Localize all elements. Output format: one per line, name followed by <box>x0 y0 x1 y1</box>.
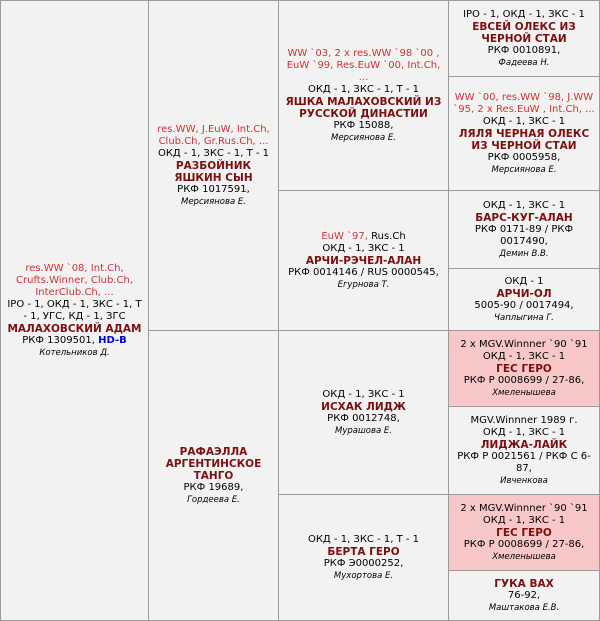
dog-registration: РКФ 0014146 / RUS 0000545, <box>288 266 439 278</box>
dog-sss <box>448 0 600 77</box>
dog-name: АРЧИ-ОЛ <box>496 287 552 300</box>
dog-ddd <box>448 570 600 621</box>
dog-tests: ОКД - 1, ЗКС - 1, Т - 1 <box>307 533 420 545</box>
dog-name: ГЕС ГЕРО <box>496 362 552 375</box>
registration-number: РКФ 1309501, <box>22 334 95 346</box>
dog-breeder: Хмеленышева <box>492 551 556 562</box>
dog-breeder: Демин В.В. <box>499 248 549 259</box>
dog-tests: ОКД - 1, ЗКС - 1, Т - 1 <box>307 83 420 95</box>
dog-name: ЛЯЛЯ ЧЕРНАЯ ОЛЕКС ИЗ ЧЕРНОЙ СТАИ <box>458 127 590 152</box>
dog-breeder: Котельников Д. <box>39 347 110 358</box>
dog-tests: ОКД - 1, ЗКС - 1 <box>322 242 405 254</box>
dog-name: АРЧИ-РЭЧЕЛ-АЛАН <box>305 254 422 267</box>
dog-name: МАЛАХОВСКИЙ АДАМ <box>7 322 142 335</box>
dog-titles: WW `00, res.WW `98, J.WW `95, 2 x Res.EuW , Int.Ch, ... <box>453 91 595 115</box>
dog-breeder: Мерсиянова Е. <box>180 196 247 207</box>
dog-name: ГУКА ВАХ <box>494 577 554 590</box>
dog-breeder: Чаплыгина Г. <box>494 312 554 323</box>
dog-registration: РКФ Э0000252, <box>323 557 404 569</box>
dog-breeder: Ивченкова <box>500 475 548 486</box>
dog-name: БЕРТА ГЕРО <box>327 545 400 558</box>
dog-registration: РКФ 0012748, <box>327 412 400 424</box>
dog-titles <box>321 231 405 243</box>
dog-breeder: Мерсиянова Е. <box>330 132 397 143</box>
dog-breeder: Егурнова Т. <box>337 279 390 290</box>
dog-breeder: Хмеленышева <box>492 387 556 398</box>
dog-breeder: Мерсиянова Е. <box>491 164 557 175</box>
dog-titles: res.WW, J.EuW, Int.Ch, Club.Ch, Gr.Rus.Ch, ... <box>157 123 270 147</box>
dog-sire <box>148 0 279 331</box>
dog-tests: IPO - 1, ОКД - 1, ЗКС - 1, Т - 1, УГС, КД - 1, ЗГС <box>7 298 142 322</box>
dog-dds <box>448 494 600 571</box>
dog-name: ЯШКА МАЛАХОВСКИЙ ИЗ РУССКОЙ ДИНАСТИИ <box>285 95 442 120</box>
dog-sds <box>448 190 600 269</box>
dog-dam-sire <box>278 330 449 495</box>
dog-name: ГЕС ГЕРО <box>496 526 552 539</box>
dog-main <box>0 0 149 621</box>
dog-registration <box>22 335 126 347</box>
dog-tests: ОКД - 1 <box>504 275 544 287</box>
dog-dsd <box>448 406 600 495</box>
dog-sire-dam <box>278 190 449 331</box>
dog-name: РАЗБОЙНИК ЯШКИН СЫН <box>174 159 253 184</box>
dog-registration: РКФ Р 0008699 / 27-86, <box>463 538 585 550</box>
dog-titles: WW `03, 2 x res.WW `98 `00 , EuW `99, Res.EuW `00, Int.Ch, ... <box>286 47 441 83</box>
dog-tests: ОКД - 1, ЗКС - 1 <box>482 426 566 438</box>
hd-status: HD-B <box>98 334 127 346</box>
dog-tests: ОКД - 1, ЗКС - 1, Т - 1 <box>157 147 270 159</box>
dog-registration: РКФ 0010891, <box>487 44 561 56</box>
dog-registration: РКФ Р 0008699 / 27-86, <box>463 374 585 386</box>
dog-breeder: Фадеева Н. <box>498 57 550 68</box>
dog-titles: 2 x MGV.Winnner `90 `91 <box>460 502 588 514</box>
dog-breeder: Мурашова Е. <box>335 425 392 436</box>
dog-breeder: Мухортова Е. <box>333 570 394 581</box>
dog-breeder: Маштакова Е.В. <box>488 602 560 613</box>
dog-breeder: Гордеева Е. <box>187 494 240 505</box>
dog-registration: 76-92, <box>507 589 541 601</box>
dog-name: ЛИДЖА-ЛАЙК <box>480 438 568 451</box>
dog-name: РАФАЭЛЛА АРГЕНТИНСКОЕ ТАНГО <box>165 445 262 482</box>
dog-registration: РКФ 15088, <box>333 119 394 131</box>
dog-tests: ОКД - 1, ЗКС - 1 <box>482 514 566 526</box>
dog-dam <box>148 330 279 621</box>
dog-sire-sire <box>278 0 449 191</box>
dog-titles: MGV.Winnner 1989 г. <box>470 414 578 426</box>
title-black: Rus.Ch <box>371 230 406 242</box>
dog-sdd <box>448 268 600 331</box>
dog-registration: РКФ 0005958, <box>487 151 561 163</box>
dog-dss <box>448 330 600 407</box>
dog-tests: ОКД - 1, ЗКС - 1 <box>482 199 566 211</box>
dog-titles: 2 x MGV.Winnner `90 `91 <box>460 338 588 350</box>
dog-registration: РКФ 19689, <box>183 481 244 493</box>
dog-name: БАРС-КУГ-АЛАН <box>475 211 573 224</box>
title-red: EuW `97, <box>321 230 368 242</box>
dog-registration: РКФ 1017591, <box>177 183 250 195</box>
dog-titles: res.WW `08, Int.Ch, Crufts.Winner, Club.Ch, InterClub.Ch, ... <box>16 262 133 298</box>
dog-tests: ОКД - 1, ЗКС - 1 <box>482 350 566 362</box>
dog-registration: РКФ Р 0021561 / РКФ С 6-87, <box>457 450 591 474</box>
dog-tests: ОКД - 1, ЗКС - 1 <box>322 388 405 400</box>
dog-registration: РКФ 0171-89 / РКФ 0017490, <box>474 223 574 247</box>
dog-dam-dam <box>278 494 449 621</box>
dog-name: ИСХАК ЛИДЖ <box>321 400 406 413</box>
dog-tests: IPO - 1, ОКД - 1, ЗКС - 1 <box>463 8 585 20</box>
dog-tests: ОКД - 1, ЗКС - 1 <box>482 115 566 127</box>
dog-name: ЕВСЕЙ ОЛЕКС ИЗ ЧЕРНОЙ СТАИ <box>472 20 576 45</box>
dog-ssd <box>448 76 600 191</box>
dog-registration: 5005-90 / 0017494, <box>474 299 574 311</box>
